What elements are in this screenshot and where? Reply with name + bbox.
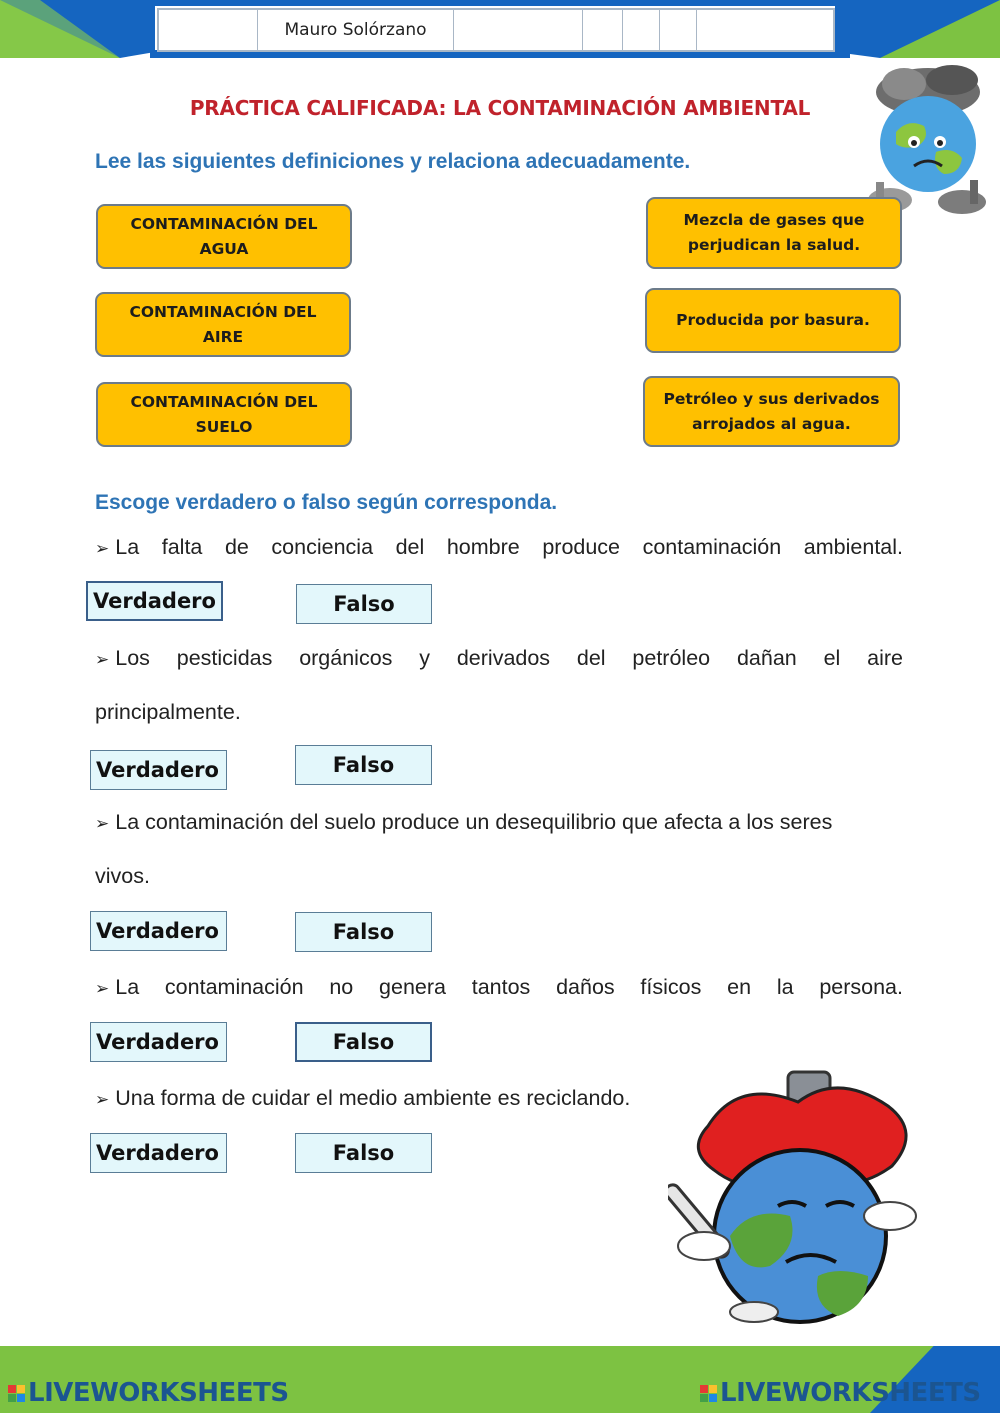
false-button[interactable]: Falso [295, 1022, 432, 1062]
matching-instructions: Lee las siguientes definiciones y relaciona adecuadamente. [95, 150, 691, 173]
match-left-line1: CONTAMINACIÓN DEL [130, 392, 318, 411]
match-left-line2: AIRE [202, 327, 244, 346]
match-left-line2: AGUA [199, 239, 249, 258]
false-button[interactable]: Falso [295, 1133, 432, 1173]
statement-text: La contaminación no genera tantos daños físicos en la persona. [115, 975, 903, 999]
sick-earth-illustration [668, 1066, 924, 1328]
match-left-line1: CONTAMINACIÓN DEL [129, 302, 317, 321]
true-button[interactable]: Verdadero [90, 911, 227, 951]
match-right-line2: perjudican la salud. [687, 236, 861, 254]
name-cell[interactable] [159, 10, 258, 50]
arrow-bullet-icon: ➢ [95, 814, 110, 833]
false-button[interactable]: Falso [295, 745, 432, 785]
student-name: Mauro Solórzano [258, 10, 454, 50]
brand-name: LIVEWORKSHEETS [28, 1378, 289, 1408]
match-right-line1: Mezcla de gases que [683, 211, 865, 229]
match-right-garbage[interactable] [645, 288, 901, 353]
statement-3 [95, 795, 903, 851]
match-right-gases[interactable] [646, 197, 902, 269]
true-button[interactable]: Verdadero [90, 750, 227, 790]
name-cell[interactable] [583, 10, 623, 50]
match-right-line1: Petróleo y sus derivados [663, 389, 880, 408]
true-button[interactable]: Verdadero [90, 1022, 227, 1062]
match-right-line2: arrojados al agua. [692, 414, 851, 433]
arrow-bullet-icon: ➢ [95, 1090, 110, 1109]
arrow-bullet-icon: ➢ [95, 650, 110, 669]
match-left-line2: SUELO [195, 417, 253, 436]
liveworksheets-logo-icon [700, 1385, 717, 1402]
match-left-water[interactable] [96, 204, 352, 269]
true-button[interactable]: Verdadero [86, 581, 223, 621]
statement-5 [95, 1071, 695, 1127]
statement-1 [95, 520, 903, 576]
statement-text: La contaminación del suelo produce un desequilibrio que afecta a los seres [115, 810, 833, 834]
true-button[interactable]: Verdadero [90, 1133, 227, 1173]
liveworksheets-logo [8, 1378, 289, 1408]
statement-text: Una forma de cuidar el medio ambiente es reciclando. [115, 1086, 631, 1110]
liveworksheets-logo [700, 1378, 981, 1408]
name-cell[interactable] [660, 10, 697, 50]
statement-3-continued: vivos. [95, 864, 150, 888]
statement-text: La falta de conciencia del hombre produce contaminación ambiental. [115, 535, 903, 559]
student-name-table [157, 8, 835, 52]
match-right-oil[interactable] [643, 376, 900, 447]
match-left-soil[interactable] [96, 382, 352, 447]
name-cell[interactable] [623, 10, 660, 50]
false-button[interactable]: Falso [296, 584, 432, 624]
true-false-instructions: Escoge verdadero o falso según corresponda. [95, 491, 558, 514]
statement-2-continued: principalmente. [95, 700, 241, 724]
arrow-bullet-icon: ➢ [95, 539, 110, 558]
brand-name: LIVEWORKSHEETS [720, 1378, 981, 1408]
statement-4 [95, 960, 903, 1016]
page-title: PRÁCTICA CALIFICADA: LA CONTAMINACIÓN AMBIENTAL [189, 96, 811, 120]
false-button[interactable]: Falso [295, 912, 432, 952]
liveworksheets-logo-icon [8, 1385, 25, 1402]
match-right-line1: Producida por basura. [676, 311, 870, 329]
name-cell[interactable] [697, 10, 833, 50]
statement-2 [95, 631, 903, 687]
statement-text: Los pesticidas orgánicos y derivados del petróleo dañan el aire [115, 646, 903, 670]
match-left-line1: CONTAMINACIÓN DEL [130, 214, 318, 233]
arrow-bullet-icon: ➢ [95, 979, 110, 998]
name-cell[interactable] [454, 10, 583, 50]
match-left-air[interactable] [95, 292, 351, 357]
